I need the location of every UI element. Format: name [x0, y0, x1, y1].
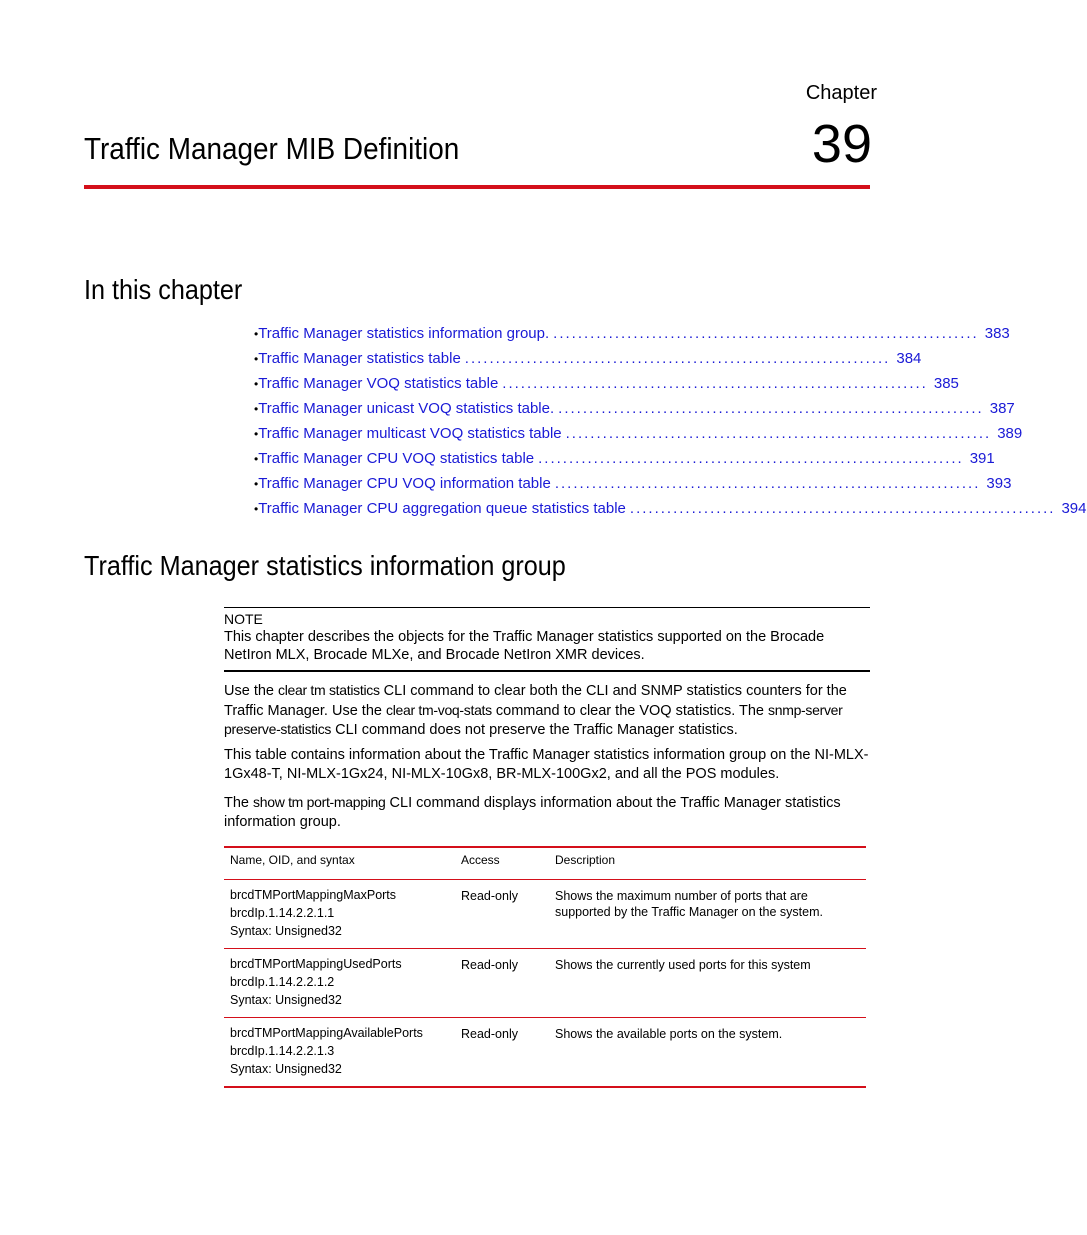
object-syntax: Syntax: Unsigned32: [230, 993, 342, 1007]
table-row: [224, 1018, 866, 1088]
toc-item-page[interactable]: 391: [969, 450, 995, 467]
object-cell: [224, 880, 455, 949]
toc-item-label[interactable]: Traffic Manager CPU VOQ statistics table: [258, 450, 535, 467]
command-clear-tm-statistics: clear tm statistics: [278, 682, 380, 698]
toc-leader-dots: .....................................................................: [554, 475, 981, 492]
toc-leader-dots: .....................................................................: [502, 375, 928, 392]
toc-leader-dots: .....................................................................: [553, 325, 979, 342]
toc-item[interactable]: [254, 421, 1023, 446]
bullet-icon: •: [254, 476, 259, 491]
column-header-access: Access: [455, 847, 549, 880]
toc-leader-dots: .....................................................................: [464, 350, 891, 367]
note-title: NOTE: [224, 611, 263, 627]
toc-leader-dots: .....................................................................: [629, 500, 1056, 517]
bullet-icon: •: [254, 501, 259, 516]
text-run: CLI command does not preserve the Traffic Manager statistics.: [331, 722, 738, 738]
section-heading: Traffic Manager statistics information group: [84, 550, 566, 581]
object-oid: brcdIp.1.14.2.2.1.3: [230, 1044, 335, 1058]
table-row: [224, 949, 866, 1018]
text-run: Use the: [224, 683, 278, 699]
description-cell: Shows the currently used ports for this system: [549, 949, 866, 1018]
toc-item-label[interactable]: Traffic Manager VOQ statistics table: [258, 375, 499, 392]
bullet-icon: •: [254, 351, 259, 366]
toc-item-page[interactable]: 389: [997, 425, 1023, 442]
toc-item[interactable]: [254, 371, 959, 396]
object-syntax: Syntax: Unsigned32: [230, 924, 342, 938]
bullet-icon: •: [254, 451, 259, 466]
command-show-tm-port-mapping: show tm port-mapping: [253, 794, 386, 810]
toc-list: [254, 321, 1087, 521]
table-row: [224, 880, 866, 949]
command-snmp-server-preserve: snmp-server preserve-statistics: [224, 701, 843, 737]
object-oid: brcdIp.1.14.2.2.1.1: [230, 906, 335, 920]
toc-leader-dots: .....................................................................: [565, 425, 992, 442]
chapter-title: Traffic Manager MIB Definition: [84, 131, 460, 166]
object-cell: [224, 949, 455, 1018]
text-run: command to clear the VOQ statistics. The: [491, 702, 769, 719]
access-cell: Read-only: [455, 880, 549, 949]
toc-item[interactable]: [254, 321, 1010, 346]
toc-item-page[interactable]: 385: [933, 375, 959, 392]
toc-item-page[interactable]: 384: [896, 350, 922, 367]
toc-item-page[interactable]: 387: [989, 400, 1015, 417]
object-syntax: Syntax: Unsigned32: [230, 1062, 342, 1076]
object-name: brcdTMPortMappingAvailablePorts: [230, 1026, 423, 1040]
toc-item[interactable]: [254, 346, 922, 371]
toc-item-page[interactable]: 394: [1061, 500, 1087, 517]
column-header-description: Description: [549, 847, 866, 880]
toc-item[interactable]: [254, 446, 995, 471]
text-run: CLI command displays information about the Traffic Manager statistics information group.: [224, 795, 841, 830]
chapter-title-rule: [84, 185, 870, 189]
toc-item-label[interactable]: Traffic Manager multicast VOQ statistics table: [258, 425, 562, 442]
bullet-icon: •: [254, 326, 259, 341]
bullet-icon: •: [254, 426, 259, 441]
access-cell: Read-only: [455, 1018, 549, 1088]
object-oid: brcdIp.1.14.2.2.1.2: [230, 975, 335, 989]
toc-item-label[interactable]: Traffic Manager CPU aggregation queue statistics table: [258, 500, 626, 517]
in-this-chapter-heading: In this chapter: [84, 274, 243, 305]
toc-item[interactable]: [254, 396, 1015, 421]
column-header-name: Name, OID, and syntax: [224, 847, 455, 880]
toc-item-label[interactable]: Traffic Manager statistics information group: [258, 325, 545, 342]
toc-item-label[interactable]: Traffic Manager unicast VOQ statistics table: [258, 400, 550, 417]
access-cell: Read-only: [455, 949, 549, 1018]
description-cell: Shows the available ports on the system.: [549, 1018, 866, 1088]
paragraph-table-scope: This table contains information about the Traffic Manager statistics information group on the NI-MLX-1Gx48-T, NI-MLX-1Gx24, NI-MLX-10Gx8, BR-MLX-100Gx2, and all the POS modules.: [224, 747, 869, 782]
object-name: brcdTMPortMappingUsedPorts: [230, 957, 402, 971]
toc-item-suffix: .: [550, 400, 555, 417]
toc-leader-dots: .....................................................................: [558, 400, 984, 417]
paragraph-show-command: [224, 793, 870, 831]
toc-item-label[interactable]: Traffic Manager CPU VOQ information table: [258, 475, 551, 492]
toc-item[interactable]: [254, 471, 1012, 496]
toc-item[interactable]: [254, 496, 1087, 521]
text-run: The: [224, 795, 254, 811]
object-name: brcdTMPortMappingMaxPorts: [230, 888, 397, 902]
toc-item-page[interactable]: 393: [986, 475, 1012, 492]
bullet-icon: •: [254, 401, 259, 416]
toc-leader-dots: .....................................................................: [538, 450, 964, 467]
toc-item-page[interactable]: 383: [984, 325, 1010, 342]
note-text: This chapter describes the objects for the Traffic Manager statistics supported on the Brocade NetIron MLX, Brocade MLXe, and Brocade NetIron XMR devices.: [224, 629, 825, 663]
text-run: CLI command to clear both the CLI and SNMP statistics counters for the Traffic Manager. Use the: [224, 683, 847, 719]
command-clear-tm-voq-stats: clear tm-voq-stats: [386, 701, 492, 718]
mib-objects-table: [224, 846, 866, 1088]
chapter-number: 39: [811, 114, 872, 174]
object-cell: [224, 1018, 455, 1088]
table-header-row: [224, 847, 866, 880]
toc-item-suffix: .: [545, 325, 550, 342]
bullet-icon: •: [254, 376, 259, 391]
paragraph-clear-commands: [224, 681, 870, 740]
chapter-label: Chapter: [805, 82, 877, 104]
description-cell: Shows the maximum number of ports that are supported by the Traffic Manager on the system.: [549, 880, 866, 949]
toc-item-label[interactable]: Traffic Manager statistics table: [258, 350, 461, 367]
note-box: [224, 607, 870, 672]
